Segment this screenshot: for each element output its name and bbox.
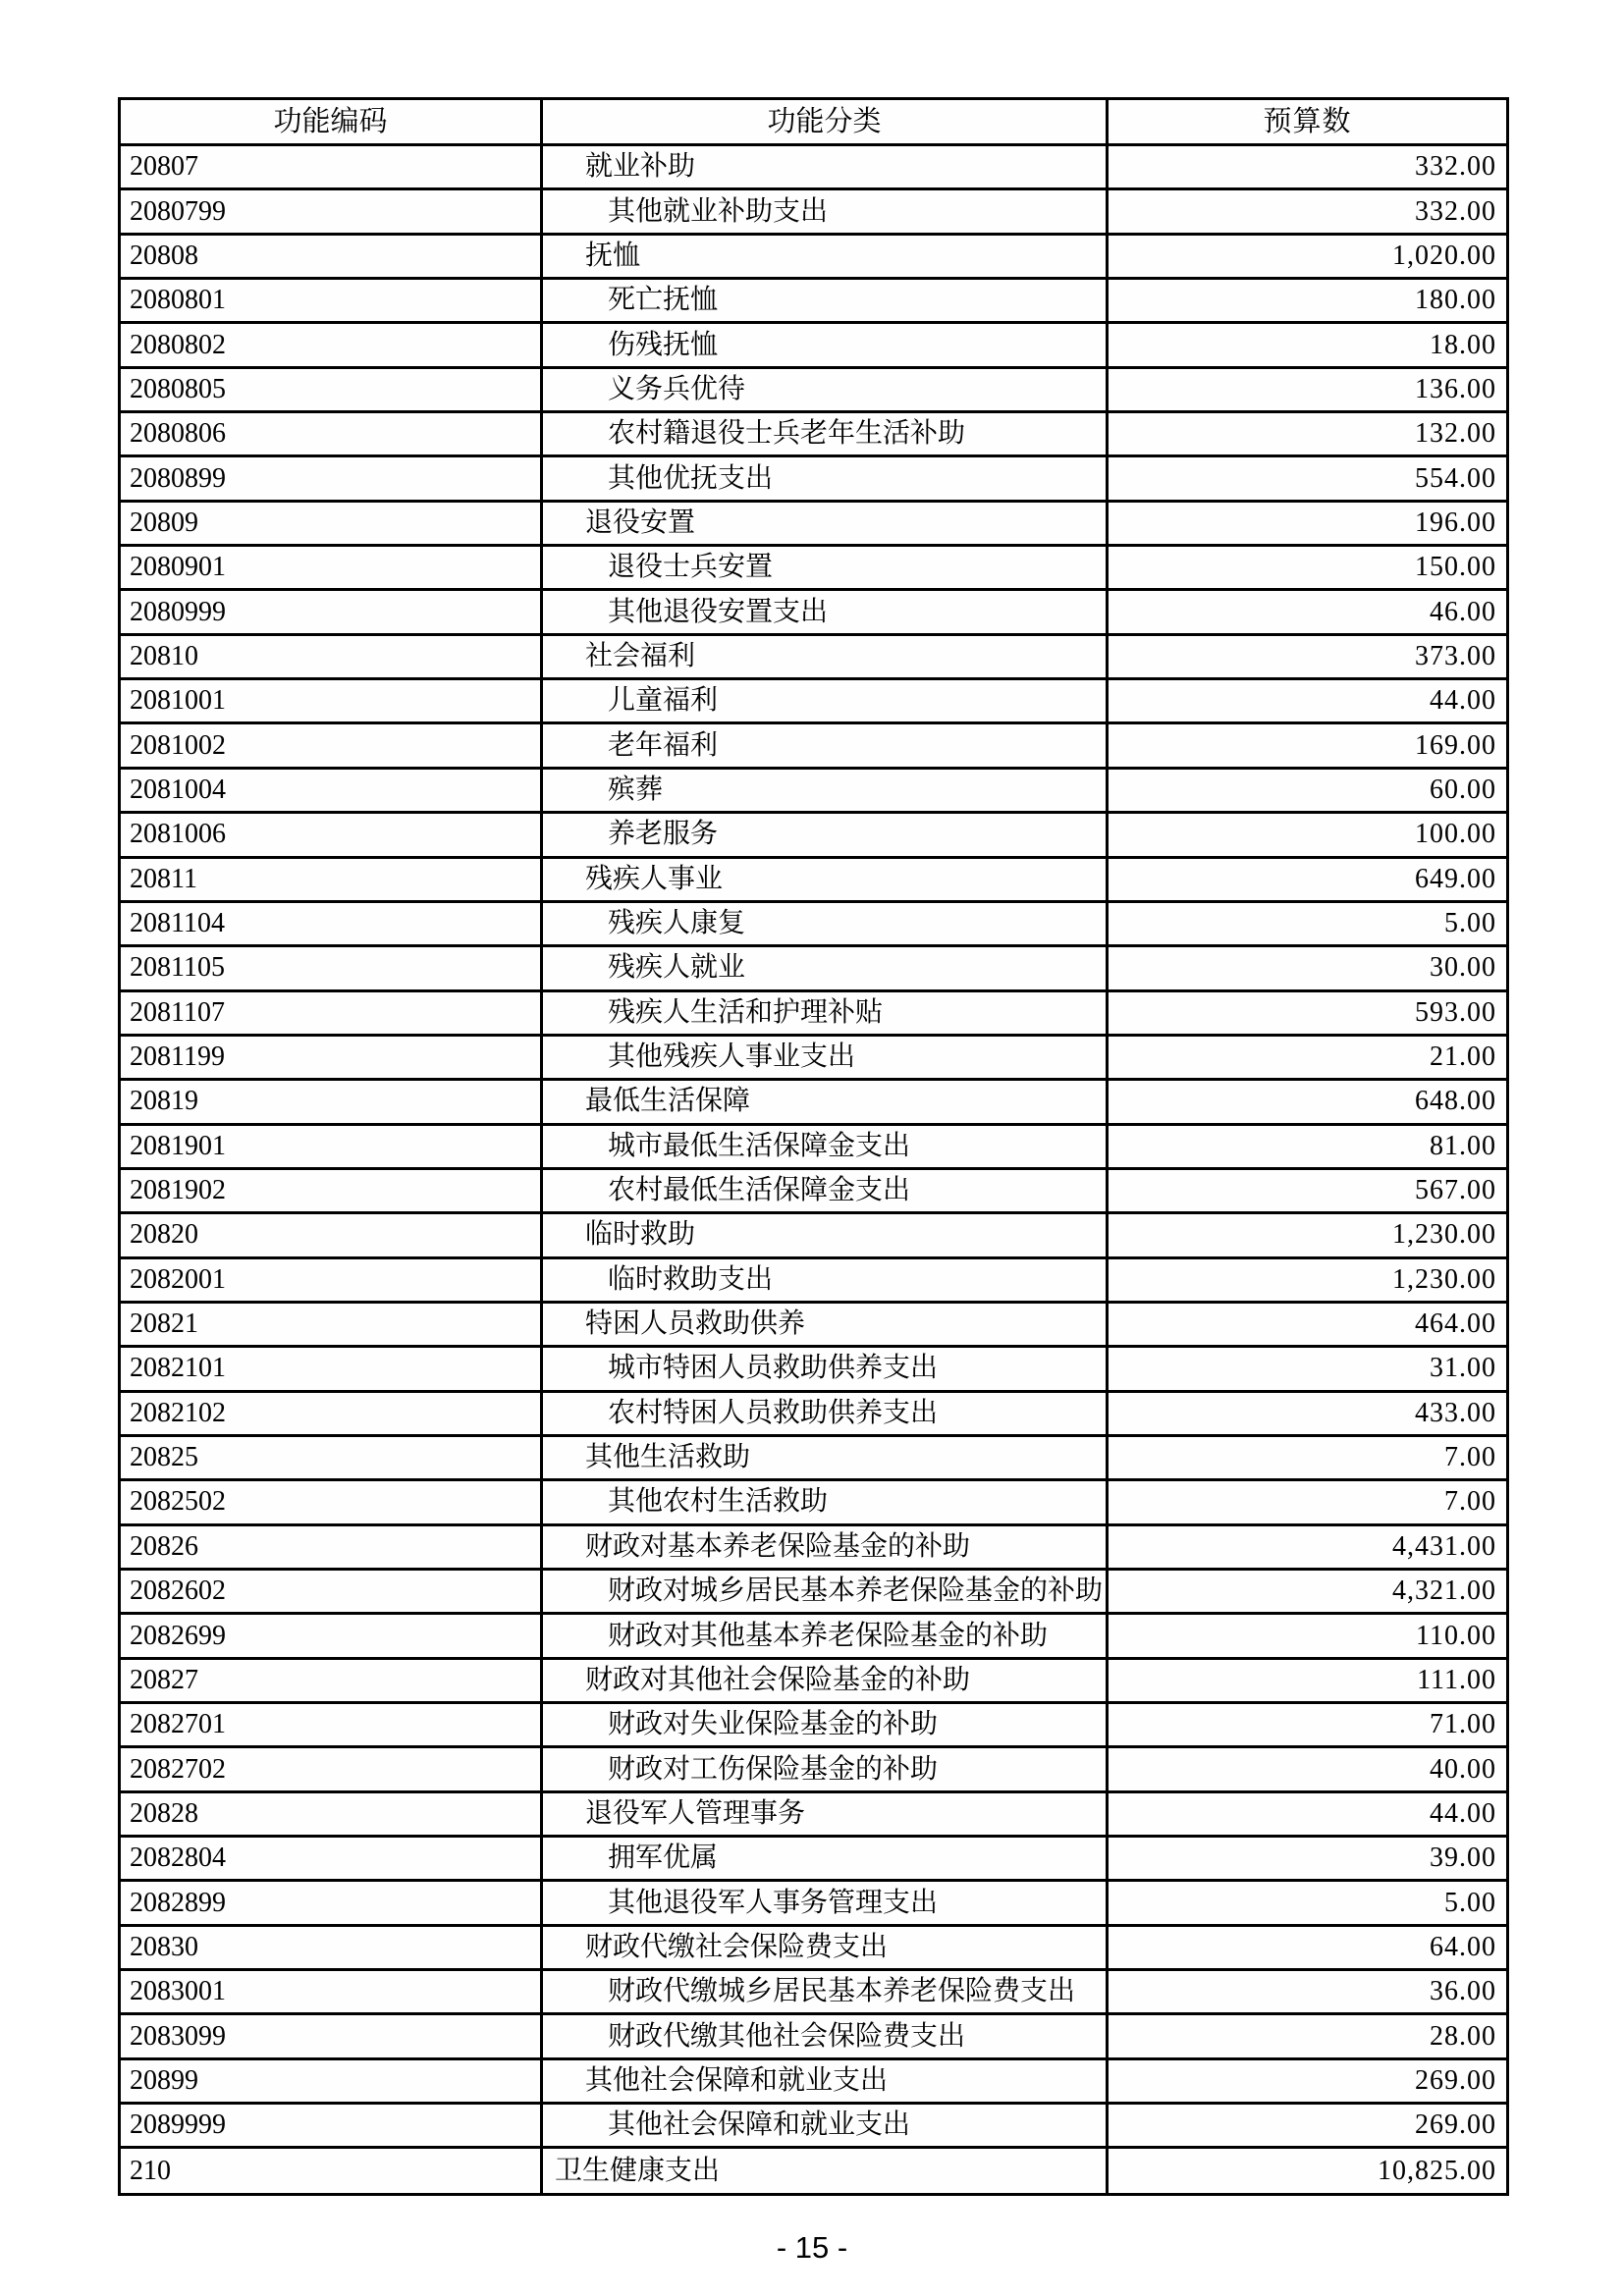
table-row <box>121 1793 1506 1838</box>
budget-amount-cell: 554.00 <box>1415 462 1496 494</box>
function-classification-cell: 农村籍退役士兵老年生活补助 <box>543 413 1109 454</box>
function-code-cell: 2080805 <box>121 369 543 410</box>
budget-amount-cell: 269.00 <box>1415 2064 1496 2096</box>
budget-table <box>118 97 1509 2196</box>
table-row <box>121 1882 1506 1926</box>
function-code-cell: 2081902 <box>121 1170 543 1211</box>
table-row <box>121 859 1506 903</box>
budget-amount-cell: 648.00 <box>1415 1086 1496 1117</box>
table-row <box>121 1526 1506 1571</box>
budget-amount-cell: 71.00 <box>1430 1709 1496 1740</box>
function-code-cell: 2081901 <box>121 1126 543 1167</box>
function-classification-cell: 残疾人就业 <box>543 947 1109 988</box>
function-classification-cell: 财政对基本养老保险基金的补助 <box>543 1526 1109 1568</box>
table-row <box>121 680 1506 724</box>
function-code-cell: 20810 <box>121 636 543 677</box>
table-row <box>121 903 1506 947</box>
function-classification-cell: 抚恤 <box>543 236 1109 277</box>
header-function-code: 功能编码 <box>121 100 543 143</box>
budget-amount-cell: 332.00 <box>1415 195 1496 227</box>
budget-amount-cell: 5.00 <box>1444 908 1496 939</box>
function-code-cell: 20899 <box>121 2060 543 2102</box>
table-row <box>121 1437 1506 1481</box>
function-code-cell: 2083001 <box>121 1971 543 2012</box>
function-code-cell: 2082602 <box>121 1571 543 1612</box>
table-row <box>121 1481 1506 1525</box>
table-row <box>121 1304 1506 1348</box>
function-code-cell: 20819 <box>121 1081 543 1122</box>
function-classification-cell: 城市特困人员救助供养支出 <box>543 1348 1109 1389</box>
budget-amount-cell: 7.00 <box>1444 1442 1496 1473</box>
budget-amount-cell: 21.00 <box>1430 1041 1496 1073</box>
table-row <box>121 547 1506 591</box>
budget-amount-cell: 1,020.00 <box>1392 240 1496 271</box>
function-code-cell: 20830 <box>121 1927 543 1968</box>
function-classification-cell: 拥军优属 <box>543 1838 1109 1879</box>
page-number: - 15 - <box>776 2230 848 2265</box>
function-classification-cell: 其他社会保障和就业支出 <box>543 2105 1109 2146</box>
budget-amount-cell: 332.00 <box>1415 151 1496 183</box>
budget-amount-cell: 1,230.00 <box>1392 1263 1496 1295</box>
function-classification-cell: 城市最低生活保障金支出 <box>543 1126 1109 1167</box>
table-row <box>121 1393 1506 1437</box>
budget-amount-cell: 180.00 <box>1415 285 1496 316</box>
function-classification-cell: 就业补助 <box>543 146 1109 187</box>
budget-amount-cell: 60.00 <box>1430 774 1496 805</box>
budget-amount-cell: 136.00 <box>1415 373 1496 404</box>
function-code-cell: 2081199 <box>121 1037 543 1078</box>
table-row <box>121 1615 1506 1659</box>
budget-amount-cell: 269.00 <box>1415 2109 1496 2141</box>
function-code-cell: 2082701 <box>121 1704 543 1745</box>
function-classification-cell: 其他生活救助 <box>543 1437 1109 1478</box>
function-code-cell: 20807 <box>121 146 543 187</box>
function-code-cell: 2082101 <box>121 1348 543 1389</box>
table-row <box>121 503 1506 547</box>
budget-amount-cell: 100.00 <box>1415 819 1496 850</box>
budget-amount-cell: 44.00 <box>1430 1797 1496 1829</box>
table-row <box>121 1838 1506 1882</box>
function-code-cell: 2080999 <box>121 591 543 632</box>
table-row <box>121 1037 1506 1081</box>
table-row <box>121 1259 1506 1304</box>
function-code-cell: 2082102 <box>121 1393 543 1434</box>
table-row <box>121 947 1506 991</box>
budget-amount-cell: 7.00 <box>1444 1486 1496 1518</box>
budget-amount-cell: 46.00 <box>1430 596 1496 627</box>
function-code-cell: 20828 <box>121 1793 543 1835</box>
budget-amount-cell: 40.00 <box>1430 1753 1496 1785</box>
function-classification-cell: 特困人员救助供养 <box>543 1304 1109 1345</box>
function-code-cell: 2081004 <box>121 770 543 811</box>
table-row <box>121 1348 1506 1392</box>
function-code-cell: 20826 <box>121 1526 543 1568</box>
function-code-cell: 20809 <box>121 503 543 544</box>
table-row <box>121 1971 1506 2015</box>
budget-amount-cell: 373.00 <box>1415 640 1496 671</box>
table-row <box>121 457 1506 502</box>
table-body <box>121 146 1506 2194</box>
table-row <box>121 1126 1506 1170</box>
budget-amount-cell: 81.00 <box>1430 1130 1496 1161</box>
function-code-cell: 20820 <box>121 1214 543 1255</box>
function-classification-cell: 临时救助 <box>543 1214 1109 1255</box>
function-code-cell: 2080899 <box>121 457 543 499</box>
function-code-cell: 20808 <box>121 236 543 277</box>
table-row <box>121 1704 1506 1748</box>
function-classification-cell: 社会福利 <box>543 636 1109 677</box>
budget-amount-cell: 10,825.00 <box>1378 2156 1496 2187</box>
budget-amount-cell: 593.00 <box>1415 996 1496 1028</box>
function-classification-cell: 最低生活保障 <box>543 1081 1109 1122</box>
function-code-cell: 2082001 <box>121 1259 543 1301</box>
function-classification-cell: 财政对失业保险基金的补助 <box>543 1704 1109 1745</box>
function-classification-cell: 其他优抚支出 <box>543 457 1109 499</box>
budget-amount-cell: 464.00 <box>1415 1308 1496 1340</box>
function-code-cell: 20811 <box>121 859 543 900</box>
table-row <box>121 1571 1506 1615</box>
budget-amount-cell: 4,321.00 <box>1392 1575 1496 1607</box>
budget-amount-cell: 110.00 <box>1416 1620 1496 1651</box>
budget-amount-cell: 36.00 <box>1430 1976 1496 2007</box>
function-code-cell: 2089999 <box>121 2105 543 2146</box>
budget-amount-cell: 196.00 <box>1415 507 1496 538</box>
function-classification-cell: 卫生健康支出 <box>543 2149 1109 2193</box>
budget-amount-cell: 30.00 <box>1430 952 1496 984</box>
table-header-row <box>121 100 1506 146</box>
function-classification-cell: 其他残疾人事业支出 <box>543 1037 1109 1078</box>
function-classification-cell: 退役士兵安置 <box>543 547 1109 588</box>
function-classification-cell: 养老服务 <box>543 814 1109 855</box>
function-code-cell: 20825 <box>121 1437 543 1478</box>
budget-amount-cell: 433.00 <box>1415 1397 1496 1428</box>
function-classification-cell: 农村特困人员救助供养支出 <box>543 1393 1109 1434</box>
table-row <box>121 1748 1506 1792</box>
function-code-cell: 20827 <box>121 1660 543 1701</box>
function-code-cell: 2082899 <box>121 1882 543 1923</box>
budget-amount-cell: 18.00 <box>1430 329 1496 360</box>
table-row <box>121 2149 1506 2193</box>
budget-amount-cell: 39.00 <box>1430 1842 1496 1874</box>
function-code-cell: 20821 <box>121 1304 543 1345</box>
budget-amount-cell: 169.00 <box>1415 729 1496 761</box>
function-code-cell: 2082699 <box>121 1615 543 1656</box>
function-classification-cell: 残疾人生活和护理补贴 <box>543 992 1109 1034</box>
function-classification-cell: 财政代缴其他社会保险费支出 <box>543 2015 1109 2056</box>
function-classification-cell: 其他社会保障和就业支出 <box>543 2060 1109 2102</box>
function-classification-cell: 退役安置 <box>543 503 1109 544</box>
function-classification-cell: 其他退役安置支出 <box>543 591 1109 632</box>
function-classification-cell: 儿童福利 <box>543 680 1109 721</box>
table-row <box>121 1660 1506 1704</box>
header-function-classification: 功能分类 <box>543 100 1109 143</box>
budget-amount-cell: 64.00 <box>1430 1931 1496 1962</box>
table-row <box>121 1214 1506 1258</box>
function-classification-cell: 财政对其他社会保险基金的补助 <box>543 1660 1109 1701</box>
table-row <box>121 280 1506 324</box>
budget-amount-cell: 1,230.00 <box>1392 1219 1496 1251</box>
table-row <box>121 814 1506 858</box>
table-row <box>121 770 1506 814</box>
table-row <box>121 724 1506 769</box>
function-classification-cell: 农村最低生活保障金支出 <box>543 1170 1109 1211</box>
table-row <box>121 992 1506 1037</box>
table-row <box>121 2060 1506 2105</box>
function-code-cell: 210 <box>121 2149 543 2193</box>
function-code-cell: 2083099 <box>121 2015 543 2056</box>
table-row <box>121 1081 1506 1125</box>
table-row <box>121 1927 1506 1971</box>
table-row <box>121 1170 1506 1214</box>
function-classification-cell: 殡葬 <box>543 770 1109 811</box>
function-classification-cell: 老年福利 <box>543 724 1109 766</box>
function-classification-cell: 其他就业补助支出 <box>543 190 1109 232</box>
function-code-cell: 2080799 <box>121 190 543 232</box>
function-classification-cell: 财政对工伤保险基金的补助 <box>543 1748 1109 1789</box>
function-code-cell: 2080806 <box>121 413 543 454</box>
table-row <box>121 236 1506 280</box>
function-classification-cell: 其他退役军人事务管理支出 <box>543 1882 1109 1923</box>
function-classification-cell: 其他农村生活救助 <box>543 1481 1109 1522</box>
function-classification-cell: 财政代缴城乡居民基本养老保险费支出 <box>543 1971 1109 2012</box>
header-budget-amount: 预算数 <box>1263 105 1352 137</box>
function-classification-cell: 财政代缴社会保险费支出 <box>543 1927 1109 1968</box>
table-row <box>121 591 1506 635</box>
table-row <box>121 2015 1506 2059</box>
table-row <box>121 146 1506 190</box>
function-classification-cell: 残疾人事业 <box>543 859 1109 900</box>
function-code-cell: 2080901 <box>121 547 543 588</box>
table-row <box>121 636 1506 680</box>
budget-amount-cell: 31.00 <box>1430 1353 1496 1384</box>
table-row <box>121 2105 1506 2149</box>
function-code-cell: 2081107 <box>121 992 543 1034</box>
table-row <box>121 369 1506 413</box>
function-code-cell: 2081002 <box>121 724 543 766</box>
function-code-cell: 2082804 <box>121 1838 543 1879</box>
budget-amount-cell: 111.00 <box>1417 1664 1496 1695</box>
function-classification-cell: 财政对其他基本养老保险基金的补助 <box>543 1615 1109 1656</box>
table-row <box>121 324 1506 368</box>
function-code-cell: 2080802 <box>121 324 543 365</box>
function-code-cell: 2081001 <box>121 680 543 721</box>
table-row <box>121 413 1506 457</box>
budget-amount-cell: 150.00 <box>1415 552 1496 583</box>
function-classification-cell: 伤残抚恤 <box>543 324 1109 365</box>
function-code-cell: 2082502 <box>121 1481 543 1522</box>
budget-amount-cell: 567.00 <box>1415 1175 1496 1206</box>
budget-amount-cell: 28.00 <box>1430 2020 1496 2052</box>
budget-amount-cell: 5.00 <box>1444 1887 1496 1918</box>
table-row <box>121 190 1506 235</box>
function-code-cell: 2081104 <box>121 903 543 944</box>
function-classification-cell: 财政对城乡居民基本养老保险基金的补助 <box>543 1571 1109 1612</box>
function-code-cell: 2082702 <box>121 1748 543 1789</box>
function-classification-cell: 临时救助支出 <box>543 1259 1109 1301</box>
budget-amount-cell: 132.00 <box>1415 418 1496 450</box>
budget-amount-cell: 4,431.00 <box>1392 1530 1496 1562</box>
function-classification-cell: 残疾人康复 <box>543 903 1109 944</box>
function-code-cell: 2081006 <box>121 814 543 855</box>
function-classification-cell: 义务兵优待 <box>543 369 1109 410</box>
function-classification-cell: 死亡抚恤 <box>543 280 1109 321</box>
function-code-cell: 2080801 <box>121 280 543 321</box>
function-code-cell: 2081105 <box>121 947 543 988</box>
budget-amount-cell: 44.00 <box>1430 685 1496 717</box>
function-classification-cell: 退役军人管理事务 <box>543 1793 1109 1835</box>
budget-amount-cell: 649.00 <box>1415 863 1496 894</box>
